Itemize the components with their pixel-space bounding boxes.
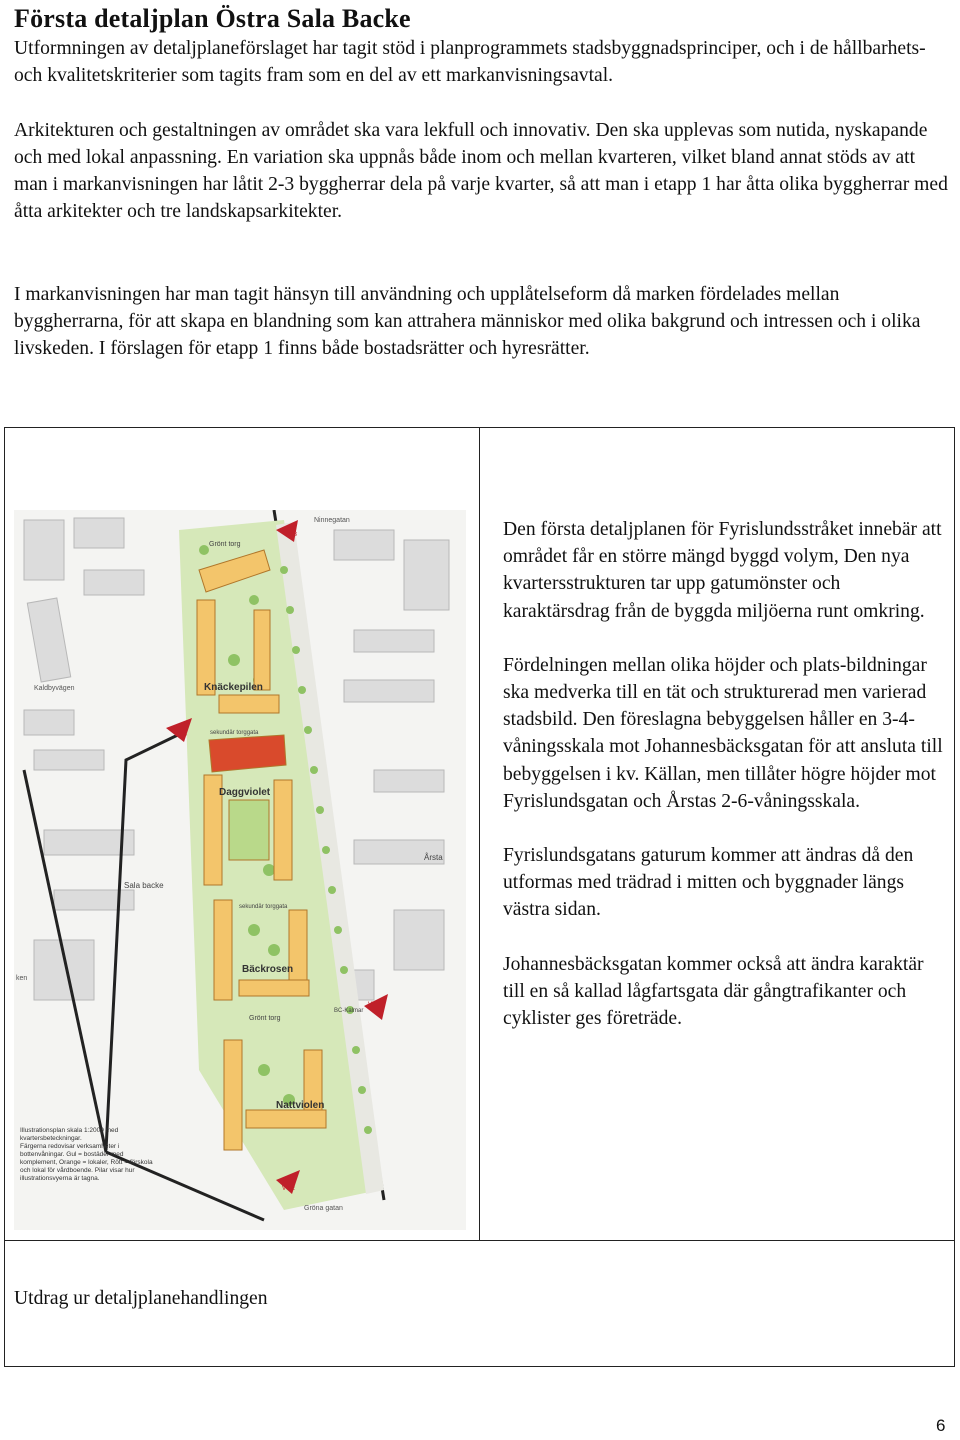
map-label-ken: ken <box>16 975 28 982</box>
map-legend-line: bottenvåningar. Gul = bostäder med <box>20 1151 124 1158</box>
map-label-kaldbyvagen: Kaldbyvägen <box>34 685 75 692</box>
map-label-vy2: VY 2 <box>282 1186 295 1192</box>
map-legend-line: och lokal för vårdboende. Pilar visar hur <box>20 1167 135 1174</box>
map-legend-line: illustrationsvyerna är tagna. <box>20 1175 100 1182</box>
map-label-vy3: VY 3 <box>284 532 297 538</box>
map-label-arsta: Årsta <box>424 853 443 862</box>
figure-column-divider <box>479 427 480 1241</box>
description-paragraph: Fördelningen mellan olika höjder och plats-bildningar ska medverka till en tät och strukturerad men varierad stadsbild. Den föreslagna bebyggelsen håller en 3-4-våningsskala mot Johannesbäcksgatan för att ansluta till bebyggelsen i kv. Källan, men tillåter högre höjder mot Fyrislundsgatan och Årstas 2-6-våningsskala. <box>503 654 943 812</box>
figure-caption-divider <box>4 1240 955 1241</box>
map-label-grona-gatan: Gröna gatan <box>304 1205 343 1212</box>
map-label-bc-kalmar: BC-Kalmar <box>334 1008 364 1014</box>
illustration-plan-map <box>14 510 466 1230</box>
intro-paragraph: Utformningen av detaljplaneförslaget har tagit stöd i planprogrammets stadsbyggnadsprinciper, och i de hållbarhets- och kvalitetskriterier som tagits fram som en del av ett markanvisningsavtal. <box>14 38 926 86</box>
map-label-sekundar-torggata: sekundär torggata <box>210 730 259 736</box>
description-paragraph: Johannesbäcksgatan kommer också att ändra karaktär till en så kallad lågfartsgata där gångtrafikanter och cyklister ges företräde. <box>503 953 924 1030</box>
map-label-vy4: VY 4 <box>174 732 187 738</box>
page-title: Första detaljplan Östra Sala Backe <box>14 4 411 33</box>
map-label-knackepilen: Knäckepilen <box>204 682 263 693</box>
map-label-sekundar-torggata-2: sekundär torggata <box>239 904 288 910</box>
map-label-daggviolet: Daggviolet <box>219 787 271 798</box>
page-number: 6 <box>936 1416 946 1435</box>
map-label-ninnegatan: Ninnegatan <box>314 517 350 524</box>
map-legend-line: Illustrationsplan skala 1:2000 med <box>20 1127 119 1134</box>
map-label-gront-torg-top: Grönt torg <box>209 541 241 548</box>
map-label-sala-backe: Sala backe <box>124 881 164 890</box>
map-label-backrosen: Bäckrosen <box>242 964 294 975</box>
map-label-nattviolen: Nattviolen <box>276 1100 325 1111</box>
description-paragraph: Fyrislundsgatans gaturum kommer att ändras då den utformas med trädrad i mitten och byggnader längs västra sidan. <box>503 845 914 921</box>
figure-caption: Utdrag ur detaljplanehandlingen <box>14 1288 268 1309</box>
map-legend-line: Färgerna redovisar verksamheter i <box>20 1143 120 1150</box>
map-legend-line: komplement, Orange = lokaler, Rött = förskola <box>20 1159 153 1166</box>
figure-description <box>503 516 943 1059</box>
allocation-paragraph: I markanvisningen har man tagit hänsyn till användning och upplåtelseform då marken fördelades mellan byggherrarna, för att skapa en blandning som kan attrahera människor med olika bakgrund och intressen och i olika livskeden. I förslagen för etapp 1 finns både bostadsrätter och hyresrätter. <box>14 284 921 359</box>
map-label-gront-torg-bottom: Grönt torg <box>249 1015 281 1022</box>
map-label-vy1: VY 1 <box>368 1002 381 1008</box>
map-legend-line: kvartersbeteckningar. <box>20 1135 82 1142</box>
architecture-paragraph: Arkitekturen och gestaltningen av området ska vara lekfull och innovativ. Den ska upplevas som nutida, nyskapande och med lokal anpassning. En variation ska uppnås både inom och mellan kvarteren, vilket bland annat stöds av att man i markanvisningen har låtit 2-3 byggherrar dela på varje kvarter, så att man i etapp 1 har åtta olika byggherrar med åtta arkitekter och tre landskapsarkitekter. <box>14 120 948 222</box>
description-paragraph: Den första detaljplanen för Fyrislundsstråket innebär att området får en större mängd byggd volym, Den nya kvartersstrukturen tar upp gatumönster och karaktärsdrag från de byggda miljöerna runt omkring. <box>503 519 942 622</box>
